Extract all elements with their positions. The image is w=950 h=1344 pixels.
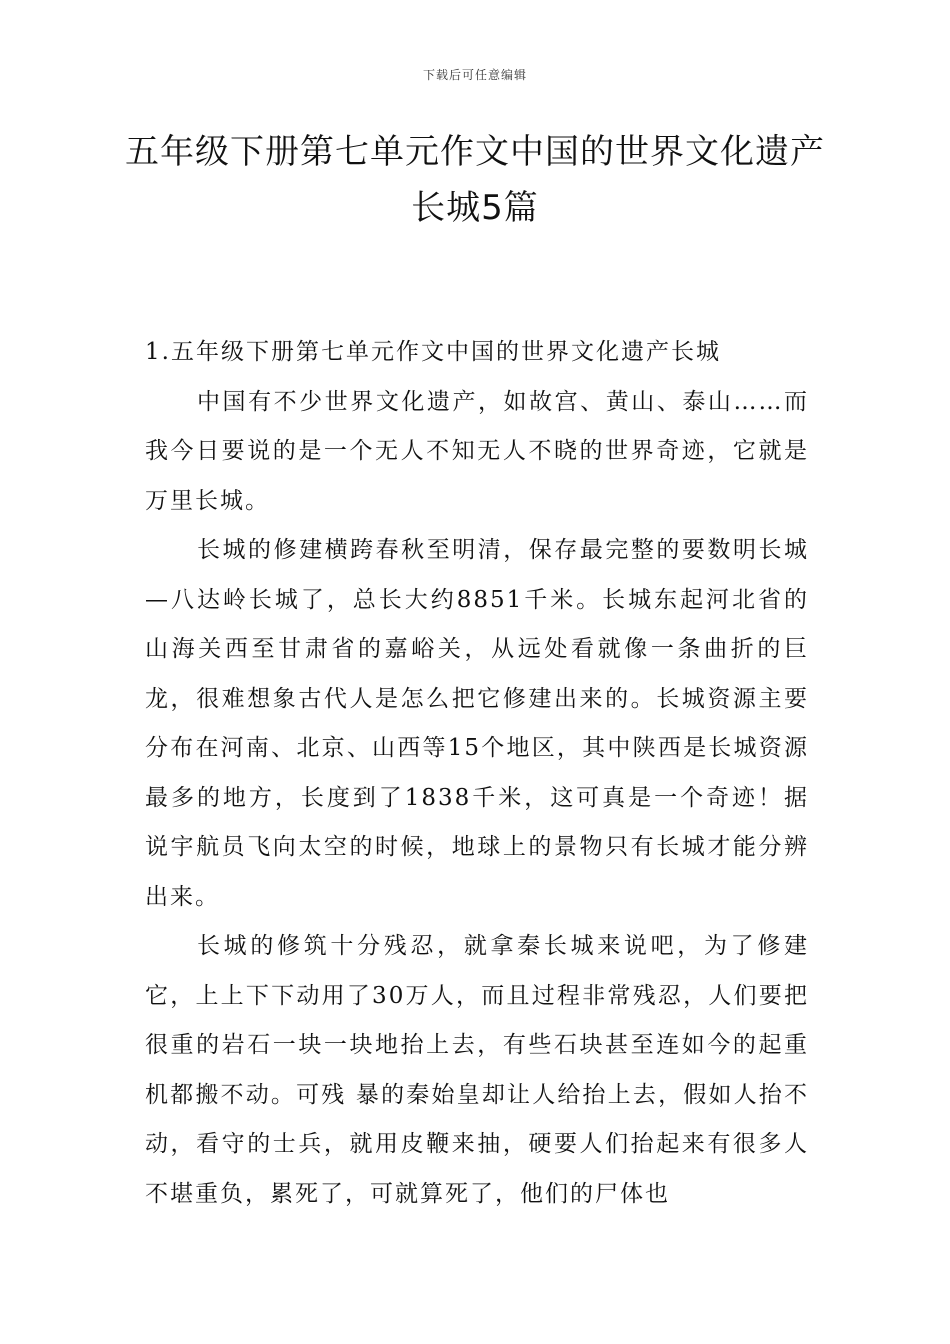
paragraph-1: 中国有不少世界文化遗产，如故宫、黄山、泰山……而我今日要说的是一个无人不知无人不晓的世界奇迹，它就是万里长城。 [145,388,809,514]
paragraph-3: 长城的修筑十分残忍，就拿秦长城来说吧，为了修建它，上上下下动用了30万人，而且过程非常残忍，人们要把很重的岩石一块一块地抬上去，有些石块甚至连如今的起重机都搬不动。可残 暴的秦始皇却让人给抬上去，假如人抬不动，看守的士兵，就用皮鞭来抽，硬要人们抬起来有很多人不堪重负，累死了，可就算死了，他们的尸体也 [145,933,809,1207]
header-note: 下载后可任意编辑 [422,68,527,82]
paragraph-2: 长城的修建横跨春秋至明清，保存最完整的要数明长城—八达岭长城了，总长大约8851千米。长城东起河北省的山海关西至甘肃省的嘉峪关，从远处看就像一条曲折的巨龙，很难想象古代人是怎么把它修建出来的。长城资源主要分布在河南、北京、山西等15个地区，其中陕西是长城资源最多的地方，长度到了1838千米，这可真是一个奇迹！据说宇航员飞向太空的时候，地球上的景物只有长城才能分辨出来。 [145,537,809,910]
section-heading: 1.五年级下册第七单元作文中国的世界文化遗产长城 [145,339,721,365]
document-body [145,328,809,1219]
document-title: 五年级下册第七单元作文中国的世界文化遗产长城5篇 [125,132,825,228]
